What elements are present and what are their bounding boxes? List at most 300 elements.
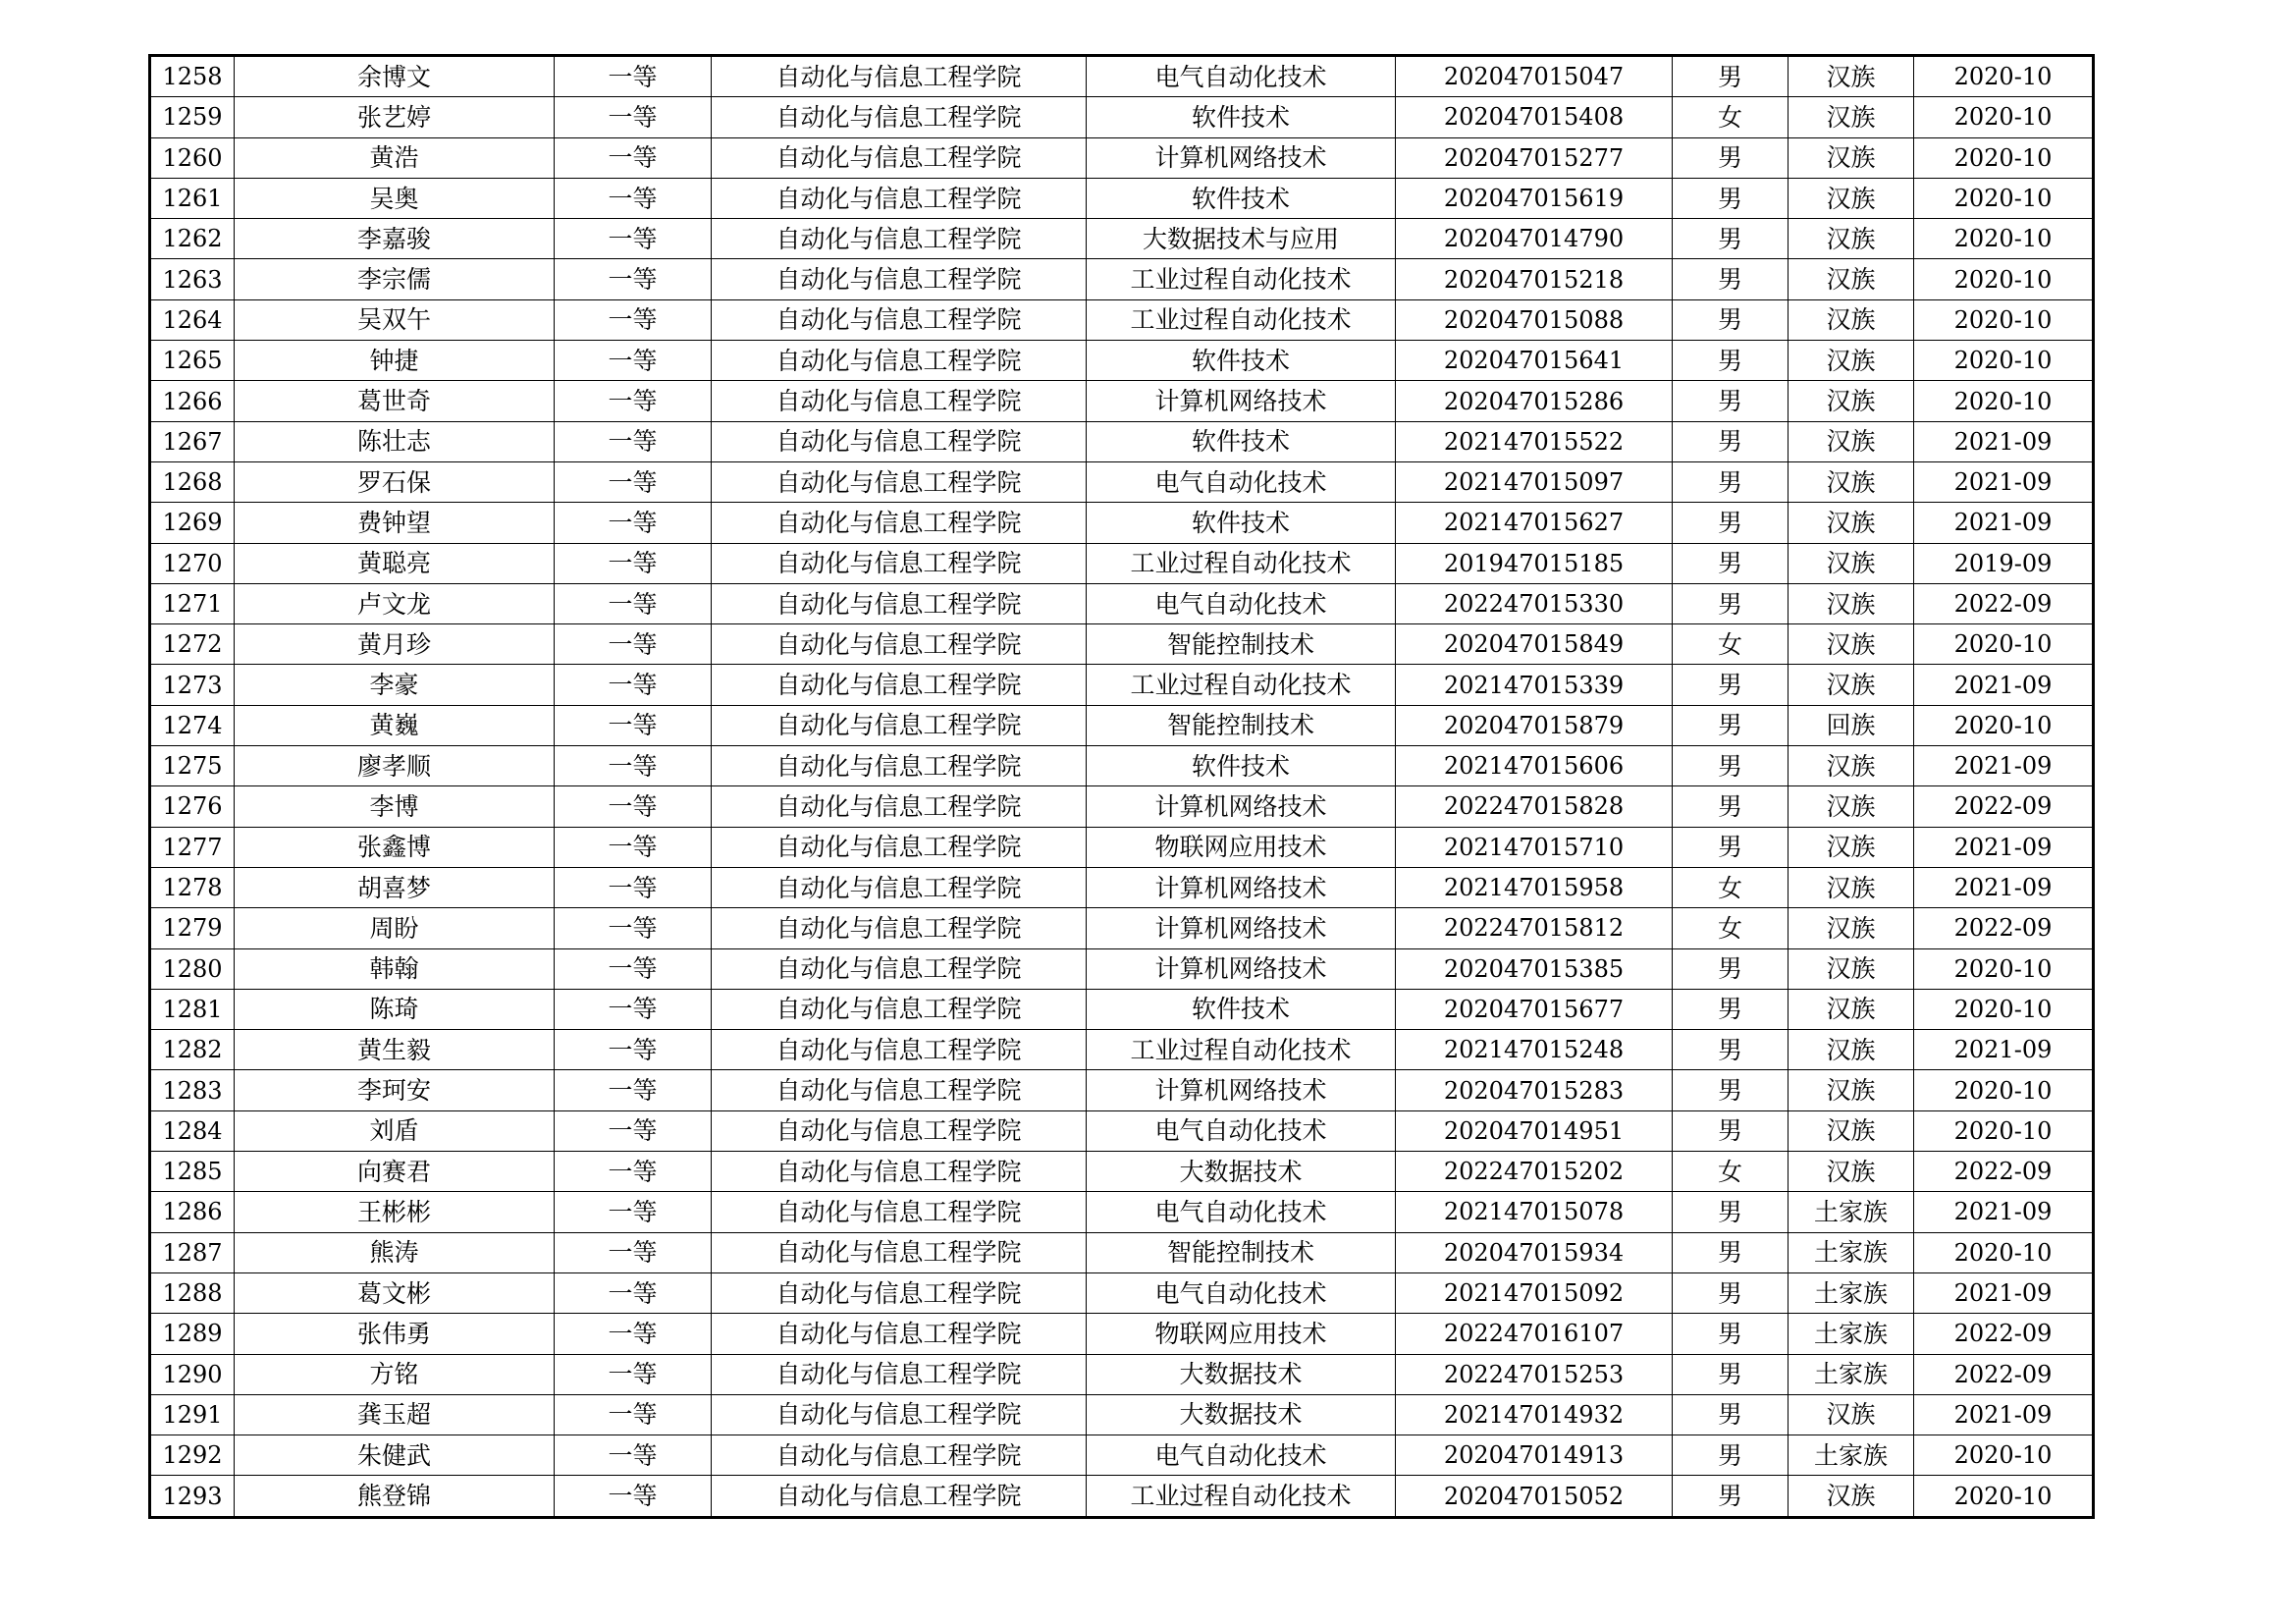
row-number-cell: 1271 — [150, 583, 235, 623]
enrollment-date-cell: 2020-10 — [1914, 137, 2094, 178]
student-id-cell: 202047015385 — [1396, 948, 1673, 989]
major-cell: 计算机网络技术 — [1087, 1070, 1396, 1110]
award-level-cell: 一等 — [555, 219, 712, 259]
award-level-cell: 一等 — [555, 827, 712, 867]
major-cell: 大数据技术 — [1087, 1354, 1396, 1394]
major-cell: 电气自动化技术 — [1087, 56, 1396, 97]
row-number-cell: 1262 — [150, 219, 235, 259]
enrollment-date-cell: 2020-10 — [1914, 341, 2094, 381]
college-cell: 自动化与信息工程学院 — [712, 1272, 1087, 1313]
student-id-cell: 202047015047 — [1396, 56, 1673, 97]
college-cell: 自动化与信息工程学院 — [712, 137, 1087, 178]
enrollment-date-cell: 2021-09 — [1914, 421, 2094, 461]
award-level-cell: 一等 — [555, 461, 712, 502]
enrollment-date-cell: 2019-09 — [1914, 543, 2094, 583]
name-cell: 陈壮志 — [235, 421, 555, 461]
major-cell: 计算机网络技术 — [1087, 948, 1396, 989]
enrollment-date-cell: 2021-09 — [1914, 1192, 2094, 1232]
ethnicity-cell: 汉族 — [1789, 341, 1914, 381]
major-cell: 智能控制技术 — [1087, 1232, 1396, 1272]
gender-cell: 女 — [1673, 1152, 1789, 1192]
row-number-cell: 1287 — [150, 1232, 235, 1272]
enrollment-date-cell: 2022-09 — [1914, 786, 2094, 827]
major-cell: 智能控制技术 — [1087, 624, 1396, 665]
ethnicity-cell: 汉族 — [1789, 624, 1914, 665]
gender-cell: 男 — [1673, 299, 1789, 340]
student-id-cell: 202147015522 — [1396, 421, 1673, 461]
name-cell: 黄巍 — [235, 705, 555, 745]
gender-cell: 男 — [1673, 1110, 1789, 1151]
name-cell: 胡喜梦 — [235, 867, 555, 907]
college-cell: 自动化与信息工程学院 — [712, 1435, 1087, 1476]
ethnicity-cell: 汉族 — [1789, 543, 1914, 583]
gender-cell: 男 — [1673, 1314, 1789, 1354]
ethnicity-cell: 汉族 — [1789, 989, 1914, 1029]
major-cell: 智能控制技术 — [1087, 705, 1396, 745]
college-cell: 自动化与信息工程学院 — [712, 583, 1087, 623]
major-cell: 计算机网络技术 — [1087, 867, 1396, 907]
gender-cell: 男 — [1673, 56, 1789, 97]
ethnicity-cell: 汉族 — [1789, 299, 1914, 340]
award-level-cell: 一等 — [555, 341, 712, 381]
table-row — [150, 1070, 2094, 1110]
award-level-cell: 一等 — [555, 1070, 712, 1110]
award-level-cell: 一等 — [555, 97, 712, 137]
table-row — [150, 867, 2094, 907]
college-cell: 自动化与信息工程学院 — [712, 1476, 1087, 1517]
name-cell: 张鑫博 — [235, 827, 555, 867]
major-cell: 工业过程自动化技术 — [1087, 543, 1396, 583]
table-row — [150, 461, 2094, 502]
row-number-cell: 1279 — [150, 908, 235, 948]
row-number-cell: 1259 — [150, 97, 235, 137]
award-level-cell: 一等 — [555, 381, 712, 421]
enrollment-date-cell: 2020-10 — [1914, 259, 2094, 299]
gender-cell: 男 — [1673, 543, 1789, 583]
gender-cell: 女 — [1673, 908, 1789, 948]
major-cell: 大数据技术 — [1087, 1152, 1396, 1192]
ethnicity-cell: 土家族 — [1789, 1232, 1914, 1272]
row-number-cell: 1263 — [150, 259, 235, 299]
student-id-cell: 202147015339 — [1396, 665, 1673, 705]
enrollment-date-cell: 2022-09 — [1914, 1354, 2094, 1394]
student-id-cell: 202047015677 — [1396, 989, 1673, 1029]
college-cell: 自动化与信息工程学院 — [712, 908, 1087, 948]
name-cell: 周盼 — [235, 908, 555, 948]
name-cell: 罗石保 — [235, 461, 555, 502]
table-row — [150, 1394, 2094, 1435]
ethnicity-cell: 土家族 — [1789, 1435, 1914, 1476]
table-row — [150, 97, 2094, 137]
major-cell: 软件技术 — [1087, 97, 1396, 137]
table-row — [150, 908, 2094, 948]
college-cell: 自动化与信息工程学院 — [712, 1152, 1087, 1192]
name-cell: 卢文龙 — [235, 583, 555, 623]
award-level-cell: 一等 — [555, 543, 712, 583]
name-cell: 葛世奇 — [235, 381, 555, 421]
college-cell: 自动化与信息工程学院 — [712, 543, 1087, 583]
student-id-cell: 201947015185 — [1396, 543, 1673, 583]
gender-cell: 男 — [1673, 178, 1789, 218]
name-cell: 吴奥 — [235, 178, 555, 218]
name-cell: 余博文 — [235, 56, 555, 97]
ethnicity-cell: 汉族 — [1789, 948, 1914, 989]
enrollment-date-cell: 2021-09 — [1914, 461, 2094, 502]
enrollment-date-cell: 2021-09 — [1914, 827, 2094, 867]
name-cell: 刘盾 — [235, 1110, 555, 1151]
name-cell: 熊涛 — [235, 1232, 555, 1272]
gender-cell: 男 — [1673, 1272, 1789, 1313]
student-id-cell: 202047014790 — [1396, 219, 1673, 259]
college-cell: 自动化与信息工程学院 — [712, 1394, 1087, 1435]
student-id-cell: 202247015812 — [1396, 908, 1673, 948]
student-id-cell: 202047015641 — [1396, 341, 1673, 381]
table-row — [150, 583, 2094, 623]
enrollment-date-cell: 2020-10 — [1914, 1070, 2094, 1110]
table-row — [150, 665, 2094, 705]
college-cell: 自动化与信息工程学院 — [712, 381, 1087, 421]
award-level-cell: 一等 — [555, 665, 712, 705]
enrollment-date-cell: 2022-09 — [1914, 908, 2094, 948]
table-row — [150, 56, 2094, 97]
table-row — [150, 219, 2094, 259]
table-row — [150, 1476, 2094, 1517]
table-row — [150, 178, 2094, 218]
gender-cell: 男 — [1673, 1354, 1789, 1394]
ethnicity-cell: 汉族 — [1789, 867, 1914, 907]
student-id-cell: 202147015097 — [1396, 461, 1673, 502]
row-number-cell: 1284 — [150, 1110, 235, 1151]
ethnicity-cell: 汉族 — [1789, 1394, 1914, 1435]
major-cell: 软件技术 — [1087, 341, 1396, 381]
ethnicity-cell: 汉族 — [1789, 421, 1914, 461]
gender-cell: 男 — [1673, 827, 1789, 867]
major-cell: 软件技术 — [1087, 421, 1396, 461]
college-cell: 自动化与信息工程学院 — [712, 1070, 1087, 1110]
row-number-cell: 1268 — [150, 461, 235, 502]
gender-cell: 男 — [1673, 948, 1789, 989]
college-cell: 自动化与信息工程学院 — [712, 948, 1087, 989]
name-cell: 龚玉超 — [235, 1394, 555, 1435]
enrollment-date-cell: 2021-09 — [1914, 665, 2094, 705]
row-number-cell: 1286 — [150, 1192, 235, 1232]
college-cell: 自动化与信息工程学院 — [712, 461, 1087, 502]
student-id-cell: 202047015283 — [1396, 1070, 1673, 1110]
award-level-cell: 一等 — [555, 786, 712, 827]
gender-cell: 女 — [1673, 97, 1789, 137]
roster-body — [150, 56, 2094, 1518]
name-cell: 熊登锦 — [235, 1476, 555, 1517]
table-row — [150, 1354, 2094, 1394]
gender-cell: 男 — [1673, 461, 1789, 502]
ethnicity-cell: 汉族 — [1789, 219, 1914, 259]
enrollment-date-cell: 2020-10 — [1914, 989, 2094, 1029]
student-id-cell: 202047015934 — [1396, 1232, 1673, 1272]
award-level-cell: 一等 — [555, 867, 712, 907]
row-number-cell: 1267 — [150, 421, 235, 461]
row-number-cell: 1266 — [150, 381, 235, 421]
row-number-cell: 1272 — [150, 624, 235, 665]
major-cell: 工业过程自动化技术 — [1087, 665, 1396, 705]
enrollment-date-cell: 2020-10 — [1914, 381, 2094, 421]
student-id-cell: 202047015879 — [1396, 705, 1673, 745]
major-cell: 电气自动化技术 — [1087, 461, 1396, 502]
table-row — [150, 381, 2094, 421]
enrollment-date-cell: 2021-09 — [1914, 746, 2094, 786]
name-cell: 李嘉骏 — [235, 219, 555, 259]
student-id-cell: 202047015849 — [1396, 624, 1673, 665]
ethnicity-cell: 汉族 — [1789, 97, 1914, 137]
award-level-cell: 一等 — [555, 705, 712, 745]
college-cell: 自动化与信息工程学院 — [712, 1232, 1087, 1272]
enrollment-date-cell: 2020-10 — [1914, 178, 2094, 218]
award-level-cell: 一等 — [555, 908, 712, 948]
gender-cell: 男 — [1673, 1435, 1789, 1476]
row-number-cell: 1275 — [150, 746, 235, 786]
gender-cell: 男 — [1673, 1192, 1789, 1232]
name-cell: 黄聪亮 — [235, 543, 555, 583]
enrollment-date-cell: 2022-09 — [1914, 1152, 2094, 1192]
ethnicity-cell: 汉族 — [1789, 665, 1914, 705]
name-cell: 张伟勇 — [235, 1314, 555, 1354]
row-number-cell: 1274 — [150, 705, 235, 745]
college-cell: 自动化与信息工程学院 — [712, 746, 1087, 786]
award-level-cell: 一等 — [555, 746, 712, 786]
table-row — [150, 543, 2094, 583]
ethnicity-cell: 回族 — [1789, 705, 1914, 745]
award-level-cell: 一等 — [555, 178, 712, 218]
college-cell: 自动化与信息工程学院 — [712, 219, 1087, 259]
college-cell: 自动化与信息工程学院 — [712, 665, 1087, 705]
name-cell: 费钟望 — [235, 503, 555, 543]
gender-cell: 男 — [1673, 665, 1789, 705]
roster-table — [148, 54, 2095, 1519]
college-cell: 自动化与信息工程学院 — [712, 503, 1087, 543]
award-level-cell: 一等 — [555, 1394, 712, 1435]
college-cell: 自动化与信息工程学院 — [712, 1354, 1087, 1394]
major-cell: 工业过程自动化技术 — [1087, 299, 1396, 340]
ethnicity-cell: 汉族 — [1789, 461, 1914, 502]
enrollment-date-cell: 2020-10 — [1914, 299, 2094, 340]
ethnicity-cell: 汉族 — [1789, 178, 1914, 218]
award-level-cell: 一等 — [555, 1232, 712, 1272]
gender-cell: 男 — [1673, 421, 1789, 461]
enrollment-date-cell: 2021-09 — [1914, 1030, 2094, 1070]
student-id-cell: 202047014951 — [1396, 1110, 1673, 1151]
major-cell: 计算机网络技术 — [1087, 908, 1396, 948]
ethnicity-cell: 汉族 — [1789, 786, 1914, 827]
college-cell: 自动化与信息工程学院 — [712, 1110, 1087, 1151]
gender-cell: 男 — [1673, 705, 1789, 745]
enrollment-date-cell: 2021-09 — [1914, 503, 2094, 543]
row-number-cell: 1269 — [150, 503, 235, 543]
table-row — [150, 705, 2094, 745]
student-id-cell: 202047015052 — [1396, 1476, 1673, 1517]
name-cell: 李博 — [235, 786, 555, 827]
gender-cell: 男 — [1673, 381, 1789, 421]
college-cell: 自动化与信息工程学院 — [712, 705, 1087, 745]
row-number-cell: 1276 — [150, 786, 235, 827]
college-cell: 自动化与信息工程学院 — [712, 259, 1087, 299]
student-id-cell: 202047015619 — [1396, 178, 1673, 218]
gender-cell: 女 — [1673, 624, 1789, 665]
major-cell: 物联网应用技术 — [1087, 1314, 1396, 1354]
major-cell: 软件技术 — [1087, 746, 1396, 786]
ethnicity-cell: 汉族 — [1789, 259, 1914, 299]
student-id-cell: 202147015627 — [1396, 503, 1673, 543]
college-cell: 自动化与信息工程学院 — [712, 1314, 1087, 1354]
row-number-cell: 1278 — [150, 867, 235, 907]
major-cell: 电气自动化技术 — [1087, 1192, 1396, 1232]
enrollment-date-cell: 2020-10 — [1914, 1110, 2094, 1151]
table-row — [150, 746, 2094, 786]
enrollment-date-cell: 2021-09 — [1914, 1272, 2094, 1313]
name-cell: 李宗儒 — [235, 259, 555, 299]
award-level-cell: 一等 — [555, 56, 712, 97]
gender-cell: 男 — [1673, 1030, 1789, 1070]
row-number-cell: 1291 — [150, 1394, 235, 1435]
college-cell: 自动化与信息工程学院 — [712, 1030, 1087, 1070]
name-cell: 廖孝顺 — [235, 746, 555, 786]
name-cell: 葛文彬 — [235, 1272, 555, 1313]
table-row — [150, 341, 2094, 381]
award-level-cell: 一等 — [555, 1192, 712, 1232]
enrollment-date-cell: 2020-10 — [1914, 1476, 2094, 1517]
college-cell: 自动化与信息工程学院 — [712, 421, 1087, 461]
gender-cell: 男 — [1673, 341, 1789, 381]
name-cell: 方铭 — [235, 1354, 555, 1394]
ethnicity-cell: 汉族 — [1789, 1030, 1914, 1070]
student-id-cell: 202147015606 — [1396, 746, 1673, 786]
enrollment-date-cell: 2020-10 — [1914, 1435, 2094, 1476]
award-level-cell: 一等 — [555, 421, 712, 461]
name-cell: 吴双午 — [235, 299, 555, 340]
enrollment-date-cell: 2020-10 — [1914, 624, 2094, 665]
award-level-cell: 一等 — [555, 624, 712, 665]
name-cell: 钟捷 — [235, 341, 555, 381]
gender-cell: 男 — [1673, 1476, 1789, 1517]
award-level-cell: 一等 — [555, 1110, 712, 1151]
enrollment-date-cell: 2022-09 — [1914, 1314, 2094, 1354]
table-row — [150, 1272, 2094, 1313]
row-number-cell: 1277 — [150, 827, 235, 867]
name-cell: 陈琦 — [235, 989, 555, 1029]
ethnicity-cell: 汉族 — [1789, 1110, 1914, 1151]
gender-cell: 男 — [1673, 1394, 1789, 1435]
gender-cell: 男 — [1673, 219, 1789, 259]
ethnicity-cell: 汉族 — [1789, 827, 1914, 867]
ethnicity-cell: 土家族 — [1789, 1272, 1914, 1313]
enrollment-date-cell: 2022-09 — [1914, 583, 2094, 623]
college-cell: 自动化与信息工程学院 — [712, 56, 1087, 97]
name-cell: 朱健武 — [235, 1435, 555, 1476]
award-level-cell: 一等 — [555, 1272, 712, 1313]
row-number-cell: 1264 — [150, 299, 235, 340]
student-id-cell: 202047014913 — [1396, 1435, 1673, 1476]
table-row — [150, 1030, 2094, 1070]
name-cell: 黄月珍 — [235, 624, 555, 665]
table-row — [150, 786, 2094, 827]
table-row — [150, 137, 2094, 178]
award-level-cell: 一等 — [555, 1435, 712, 1476]
award-level-cell: 一等 — [555, 503, 712, 543]
major-cell: 电气自动化技术 — [1087, 583, 1396, 623]
major-cell: 计算机网络技术 — [1087, 137, 1396, 178]
student-id-cell: 202247015202 — [1396, 1152, 1673, 1192]
award-level-cell: 一等 — [555, 1030, 712, 1070]
student-id-cell: 202047015088 — [1396, 299, 1673, 340]
ethnicity-cell: 汉族 — [1789, 746, 1914, 786]
table-row — [150, 1152, 2094, 1192]
ethnicity-cell: 汉族 — [1789, 503, 1914, 543]
award-level-cell: 一等 — [555, 1476, 712, 1517]
table-row — [150, 259, 2094, 299]
award-level-cell: 一等 — [555, 299, 712, 340]
college-cell: 自动化与信息工程学院 — [712, 989, 1087, 1029]
major-cell: 物联网应用技术 — [1087, 827, 1396, 867]
major-cell: 软件技术 — [1087, 989, 1396, 1029]
name-cell: 黄生毅 — [235, 1030, 555, 1070]
row-number-cell: 1288 — [150, 1272, 235, 1313]
award-level-cell: 一等 — [555, 948, 712, 989]
ethnicity-cell: 土家族 — [1789, 1314, 1914, 1354]
row-number-cell: 1282 — [150, 1030, 235, 1070]
student-id-cell: 202247015828 — [1396, 786, 1673, 827]
student-id-cell: 202247015330 — [1396, 583, 1673, 623]
student-id-cell: 202147015958 — [1396, 867, 1673, 907]
name-cell: 张艺婷 — [235, 97, 555, 137]
gender-cell: 男 — [1673, 259, 1789, 299]
row-number-cell: 1273 — [150, 665, 235, 705]
student-id-cell: 202147015248 — [1396, 1030, 1673, 1070]
ethnicity-cell: 汉族 — [1789, 583, 1914, 623]
row-number-cell: 1289 — [150, 1314, 235, 1354]
enrollment-date-cell: 2020-10 — [1914, 705, 2094, 745]
table-row — [150, 1192, 2094, 1232]
student-id-cell: 202147015092 — [1396, 1272, 1673, 1313]
gender-cell: 男 — [1673, 989, 1789, 1029]
row-number-cell: 1292 — [150, 1435, 235, 1476]
college-cell: 自动化与信息工程学院 — [712, 1192, 1087, 1232]
name-cell: 向赛君 — [235, 1152, 555, 1192]
enrollment-date-cell: 2020-10 — [1914, 97, 2094, 137]
name-cell: 韩翰 — [235, 948, 555, 989]
student-id-cell: 202247016107 — [1396, 1314, 1673, 1354]
row-number-cell: 1265 — [150, 341, 235, 381]
award-level-cell: 一等 — [555, 137, 712, 178]
major-cell: 计算机网络技术 — [1087, 381, 1396, 421]
table-row — [150, 989, 2094, 1029]
award-level-cell: 一等 — [555, 989, 712, 1029]
ethnicity-cell: 汉族 — [1789, 56, 1914, 97]
enrollment-date-cell: 2021-09 — [1914, 867, 2094, 907]
student-id-cell: 202047015408 — [1396, 97, 1673, 137]
major-cell: 软件技术 — [1087, 503, 1396, 543]
college-cell: 自动化与信息工程学院 — [712, 827, 1087, 867]
gender-cell: 女 — [1673, 867, 1789, 907]
college-cell: 自动化与信息工程学院 — [712, 299, 1087, 340]
enrollment-date-cell: 2021-09 — [1914, 1394, 2094, 1435]
college-cell: 自动化与信息工程学院 — [712, 624, 1087, 665]
gender-cell: 男 — [1673, 583, 1789, 623]
award-level-cell: 一等 — [555, 1314, 712, 1354]
name-cell: 李珂安 — [235, 1070, 555, 1110]
college-cell: 自动化与信息工程学院 — [712, 178, 1087, 218]
row-number-cell: 1293 — [150, 1476, 235, 1517]
college-cell: 自动化与信息工程学院 — [712, 867, 1087, 907]
student-id-cell: 202147015710 — [1396, 827, 1673, 867]
enrollment-date-cell: 2020-10 — [1914, 948, 2094, 989]
